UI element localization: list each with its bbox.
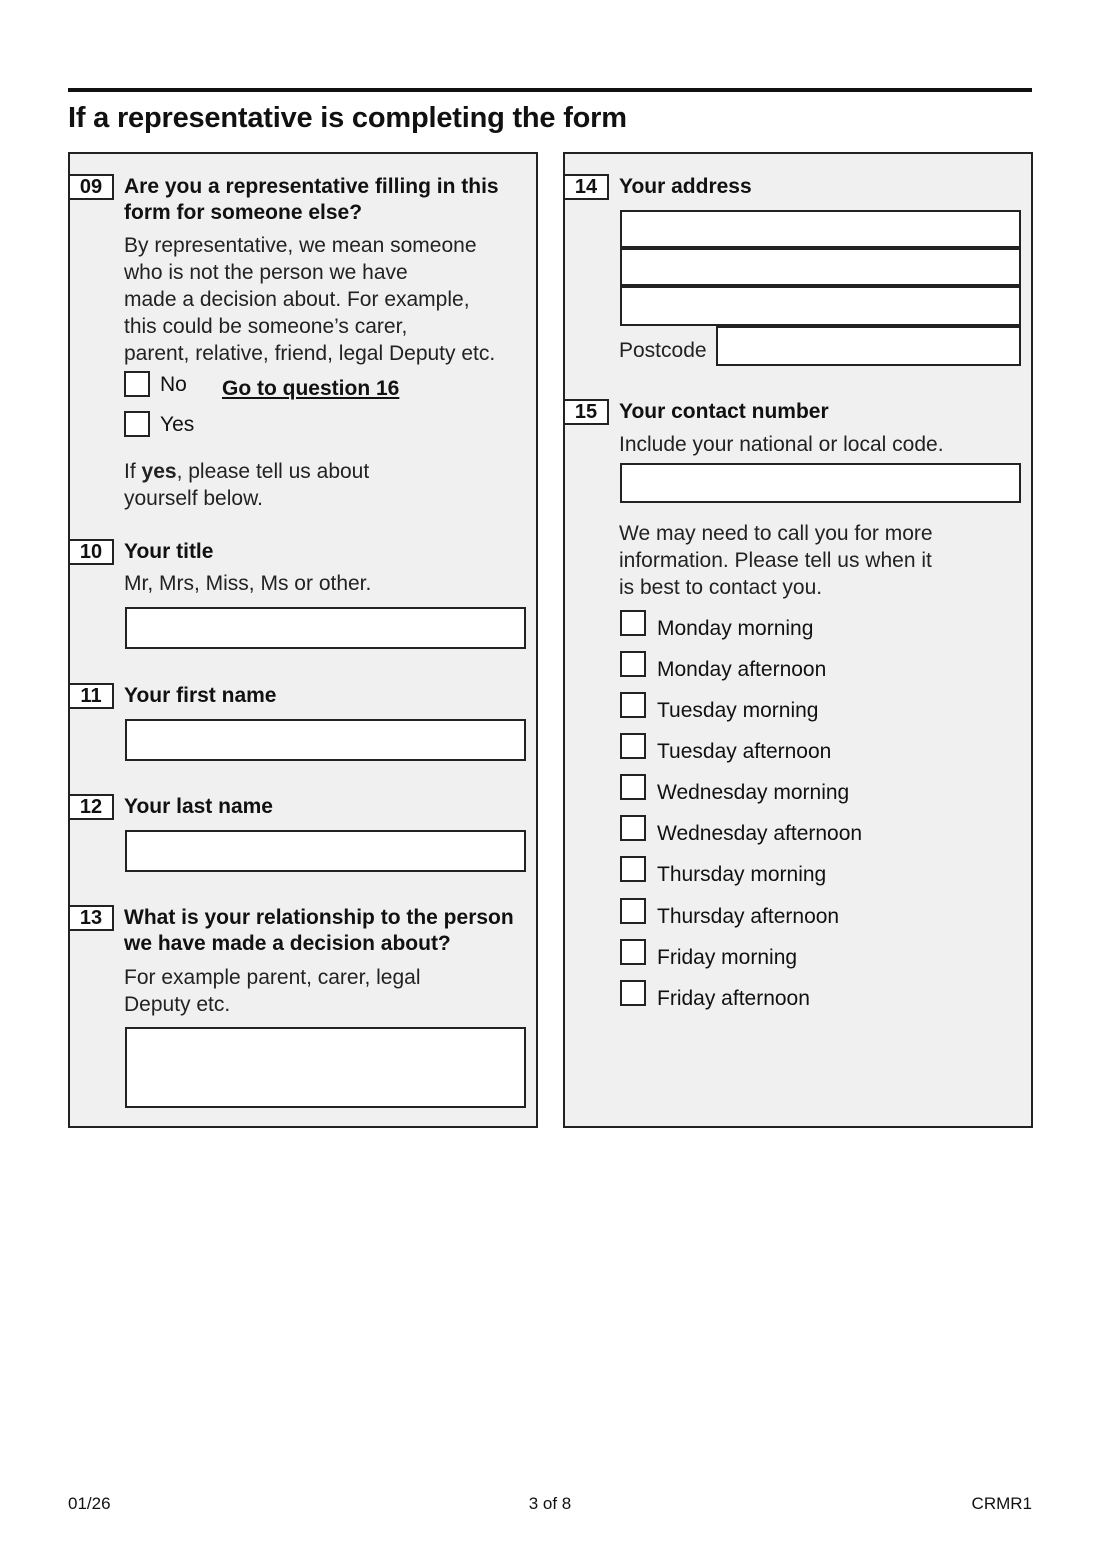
- question-12-title: Your last name: [124, 795, 273, 818]
- checkbox-thursday-morning[interactable]: [620, 856, 646, 882]
- question-number-10: 10: [68, 539, 114, 565]
- label-monday-afternoon: Monday afternoon: [657, 658, 827, 681]
- label-thursday-morning: Thursday morning: [657, 863, 827, 886]
- checkbox-wednesday-morning[interactable]: [620, 774, 646, 800]
- section-heading: If a representative is completing the form: [68, 102, 627, 134]
- label-thursday-afternoon: Thursday afternoon: [657, 905, 840, 928]
- if-yes-note: If yes, please tell us about yourself below.: [124, 460, 370, 510]
- question-number-12: 12: [68, 794, 114, 820]
- checkbox-monday-morning[interactable]: [620, 610, 646, 636]
- checkbox-thursday-afternoon[interactable]: [620, 898, 646, 924]
- label-wednesday-afternoon: Wednesday afternoon: [657, 822, 863, 845]
- question-09-hint: By representative, we mean someone who is not the person we have made a decision about. For example, this could be someone’s carer, parent, relative, friend, legal Deputy etc.: [124, 234, 496, 365]
- checkbox-tuesday-afternoon[interactable]: [620, 733, 646, 759]
- label-no: No: [160, 373, 187, 396]
- first-name-input[interactable]: [125, 719, 526, 761]
- contact-info-text: We may need to call you for more information. Please tell us when it is best to contact you.: [619, 522, 933, 599]
- label-tuesday-afternoon: Tuesday afternoon: [657, 740, 832, 763]
- checkbox-monday-afternoon[interactable]: [620, 651, 646, 677]
- checkbox-tuesday-morning[interactable]: [620, 692, 646, 718]
- label-tuesday-morning: Tuesday morning: [657, 699, 819, 722]
- checkbox-wednesday-afternoon[interactable]: [620, 815, 646, 841]
- address-line-3-input[interactable]: [620, 286, 1021, 326]
- question-13-hint: For example parent, carer, legal Deputy etc.: [124, 966, 421, 1016]
- checkbox-friday-afternoon[interactable]: [620, 980, 646, 1006]
- question-number-14: 14: [563, 174, 609, 200]
- checkbox-yes[interactable]: [124, 411, 150, 437]
- question-number-09: 09: [68, 174, 114, 200]
- question-10-hint: Mr, Mrs, Miss, Ms or other.: [124, 572, 372, 595]
- relationship-input[interactable]: [125, 1027, 526, 1108]
- label-monday-morning: Monday morning: [657, 617, 814, 640]
- postcode-label: Postcode: [619, 339, 707, 362]
- question-13-title: What is your relationship to the person we have made a decision about?: [124, 906, 514, 955]
- address-line-1-input[interactable]: [620, 210, 1021, 248]
- right-panel: [563, 152, 1033, 1128]
- question-11-title: Your first name: [124, 684, 277, 707]
- question-09-title: Are you a representative filling in this form for someone else?: [124, 175, 499, 224]
- address-line-2-input[interactable]: [620, 248, 1021, 286]
- last-name-input[interactable]: [125, 830, 526, 872]
- label-friday-morning: Friday morning: [657, 946, 798, 969]
- question-10-title: Your title: [124, 540, 214, 563]
- checkbox-no[interactable]: [124, 371, 150, 397]
- question-15-hint: Include your national or local code.: [619, 433, 944, 456]
- question-number-11: 11: [68, 683, 114, 709]
- title-input[interactable]: [125, 607, 526, 649]
- checkbox-friday-morning[interactable]: [620, 939, 646, 965]
- question-14-title: Your address: [619, 175, 752, 198]
- question-number-15: 15: [563, 399, 609, 425]
- label-friday-afternoon: Friday afternoon: [657, 987, 810, 1010]
- postcode-input[interactable]: [716, 326, 1021, 366]
- section-rule: [68, 88, 1032, 92]
- label-wednesday-morning: Wednesday morning: [657, 781, 850, 804]
- left-panel: [68, 152, 538, 1128]
- footer-date-code: 01/26: [68, 1494, 111, 1513]
- question-15-title: Your contact number: [619, 400, 829, 423]
- contact-number-input[interactable]: [620, 463, 1021, 503]
- label-yes: Yes: [160, 413, 195, 436]
- go-to-question-16-link[interactable]: Go to question 16: [222, 377, 400, 400]
- footer-form-code: CRMR1: [971, 1494, 1032, 1513]
- question-number-13: 13: [68, 905, 114, 931]
- footer-page-number: 3 of 8: [528, 1494, 572, 1513]
